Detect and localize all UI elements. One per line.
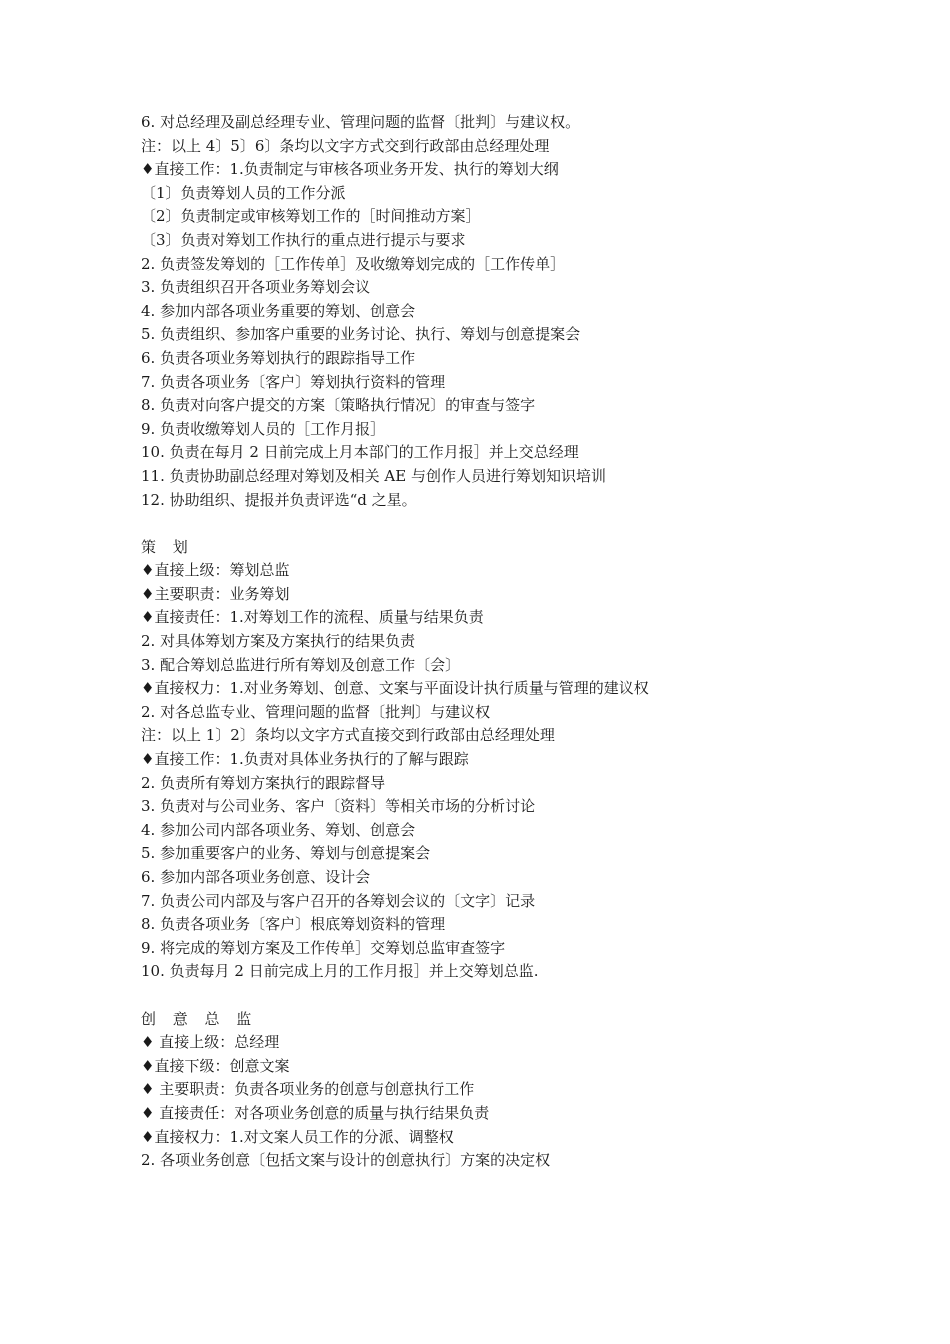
text-line: 3. 负责组织召开各项业务筹划会议 (141, 278, 371, 297)
text-line: 〔3〕负责对筹划工作执行的重点进行提示与要求 (141, 230, 466, 249)
text-line: 2. 负责签发筹划的［工作传单］及收缴筹划完成的［工作传单］ (141, 254, 566, 273)
text-line: 10. 负责在每月 2 日前完成上月本部门的工作月报］并上交总经理 (141, 443, 579, 462)
text-line: 7. 负责公司内部及与客户召开的各筹划会议的〔文字〕记录 (141, 891, 536, 910)
paragraph-gap (141, 512, 841, 536)
text-line: ♦ 直接上级：总经理 (141, 1033, 280, 1052)
text-line: 〔1〕负责筹划人员的工作分派 (141, 183, 346, 202)
text-line: 5. 参加重要客户的业务、筹划与创意提案会 (141, 844, 431, 863)
note-line: 注：以上 1〕2〕条均以文字方式直接交到行政部由总经理处理 (141, 726, 555, 745)
text-line: ♦直接上级：筹划总监 (141, 561, 290, 580)
text-line: ♦直接权力：1.对业务筹划、创意、文案与平面设计执行质量与管理的建议权 (141, 679, 649, 698)
text-line: ♦直接责任：1.对筹划工作的流程、质量与结果负责 (141, 608, 484, 627)
text-line: 〔2〕负责制定或审核筹划工作的［时间推动方案］ (141, 207, 481, 226)
text-line: 6. 对总经理及副总经理专业、管理问题的监督〔批判〕与建议权。 (141, 113, 581, 131)
text-line: 9. 负责收缴筹划人员的［工作月报］ (141, 419, 386, 438)
text-line: 2. 对具体筹划方案及方案执行的结果负责 (141, 632, 416, 651)
text-line: 8. 负责各项业务〔客户〕根底筹划资料的管理 (141, 915, 446, 934)
text-line: 12. 协助组织、提报并负责评选“d 之星。 (141, 490, 417, 509)
text-line: 7. 负责各项业务〔客户〕筹划执行资料的管理 (141, 372, 446, 391)
document-body (141, 111, 841, 1173)
text-line: ♦ 直接责任：对各项业务创意的质量与执行结果负责 (141, 1103, 490, 1122)
text-line: 8. 负责对向客户提交的方案〔策略执行情况〕的审查与签字 (141, 396, 536, 415)
text-line: 9. 将完成的筹划方案及工作传单］交筹划总监审查签字 (141, 938, 506, 957)
section-heading: 创 意 总 监 (141, 1009, 258, 1028)
section-heading: 策 划 (141, 537, 194, 556)
text-line: ♦直接权力：1.对文案人员工作的分派、调整权 (141, 1127, 454, 1146)
text-line: ♦直接下级：创意文案 (141, 1056, 290, 1075)
text-line: 6. 负责各项业务筹划执行的跟踪指导工作 (141, 348, 416, 367)
note-line: 注：以上 4〕5〕6〕条均以文字方式交到行政部由总经理处理 (141, 136, 550, 155)
text-line: ♦直接工作：1.负责制定与审核各项业务开发、执行的筹划大纲 (141, 160, 559, 179)
text-line: 3. 负责对与公司业务、客户〔资料〕等相关市场的分析讨论 (141, 797, 536, 816)
text-line: 2. 负责所有筹划方案执行的跟踪督导 (141, 773, 386, 792)
text-line: 10. 负责每月 2 日前完成上月的工作月报］并上交筹划总监. (141, 962, 539, 981)
text-line: 3. 配合筹划总监进行所有筹划及创意工作〔会〕 (141, 655, 461, 674)
text-line: 4. 参加内部各项业务重要的筹划、创意会 (141, 301, 416, 320)
text-line: 5. 负责组织、参加客户重要的业务讨论、执行、筹划与创意提案会 (141, 325, 581, 344)
text-line: 2. 各项业务创意〔包括文案与设计的创意执行〕方案的决定权 (141, 1151, 551, 1170)
text-line: 4. 参加公司内部各项业务、筹划、创意会 (141, 820, 416, 839)
text-line: 11. 负责协助副总经理对筹划及相关 AE 与创作人员进行筹划知识培训 (141, 466, 606, 485)
text-line: 2. 对各总监专业、管理问题的监督〔批判〕与建议权 (141, 702, 491, 721)
text-line: ♦ 主要职责：负责各项业务的创意与创意执行工作 (141, 1080, 475, 1099)
text-line: ♦直接工作：1.负责对具体业务执行的了解与跟踪 (141, 750, 469, 769)
paragraph-gap (141, 984, 841, 1008)
text-line: 6. 参加内部各项业务创意、设计会 (141, 868, 371, 886)
text-line: ♦主要职责：业务筹划 (141, 584, 290, 603)
